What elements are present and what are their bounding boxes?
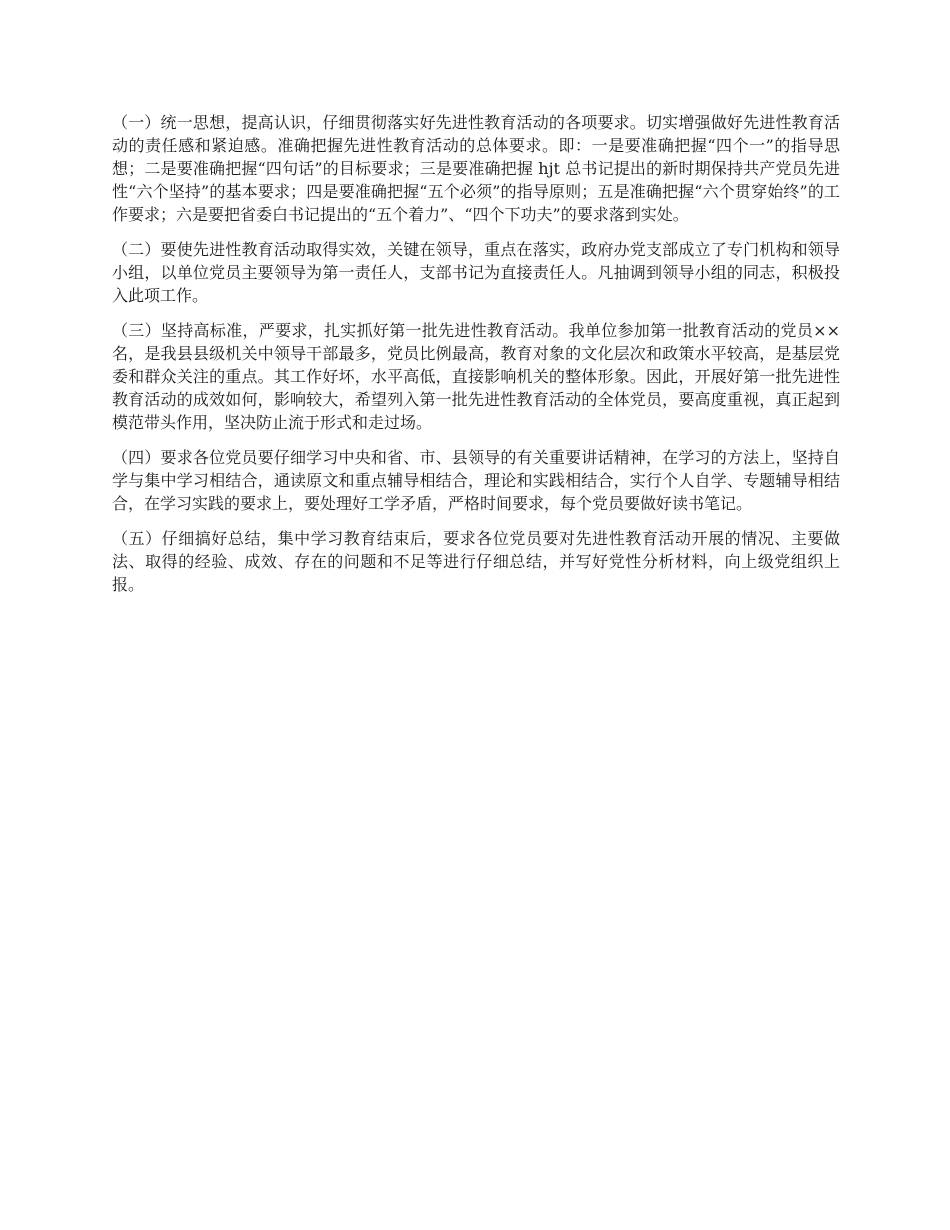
paragraph-1: （一）统一思想，提高认识，仔细贯彻落实好先进性教育活动的各项要求。切实增强做好先进性教育活动的责任感和紧迫感。准确把握先进性教育活动的总体要求。即：一是要准确把握“四个一”的指导思想；二是要准确把握“四句话”的目标要求；三是要准确把握 hjt 总书记提出的新时期保持共产党员先进性“六个坚持”的基本要求；四是要准确把握“五个必须”的指导原则；五是准确把握“六个贯穿始终”的工作要求；六是要把省委白书记提出的“五个着力”、“四个下功夫”的要求落到实处。: [112, 113, 840, 224]
paragraph-4: （四）要求各位党员要仔细学习中央和省、市、县领导的有关重要讲话精神，在学习的方法上，坚持自学与集中学习相结合，通读原文和重点辅导相结合，理论和实践相结合，实行个人自学、专题辅导相结合，在学习实践的要求上，要处理好工学矛盾，严格时间要求，每个党员要做好读书笔记。: [112, 448, 840, 513]
paragraph-3: （三）坚持高标准，严要求，扎实抓好第一批先进性教育活动。我单位参加第一批教育活动的党员××名，是我县县级机关中领导干部最多，党员比例最高，教育对象的文化层次和政策水平较高，是基层党委和群众关注的重点。其工作好坏，水平高低，直接影响机关的整体形象。因此，开展好第一批先进性教育活动的成效如何，影响较大，希望列入第一批先进性教育活动的全体党员，要高度重视，真正起到模范带头作用，坚决防止流于形式和走过场。: [112, 321, 840, 432]
document-body: [112, 111, 840, 608]
paragraph-2: （二）要使先进性教育活动取得实效，关键在领导，重点在落实，政府办党支部成立了专门机构和领导小组，以单位党员主要领导为第一责任人，支部书记为直接责任人。凡抽调到领导小组的同志，积极投入此项工作。: [112, 240, 840, 305]
paragraph-5: （五）仔细搞好总结，集中学习教育结束后，要求各位党员要对先进性教育活动开展的情况、主要做法、取得的经验、成效、存在的问题和不足等进行仔细总结，并写好党性分析材料，向上级党组织上报。: [112, 529, 840, 594]
